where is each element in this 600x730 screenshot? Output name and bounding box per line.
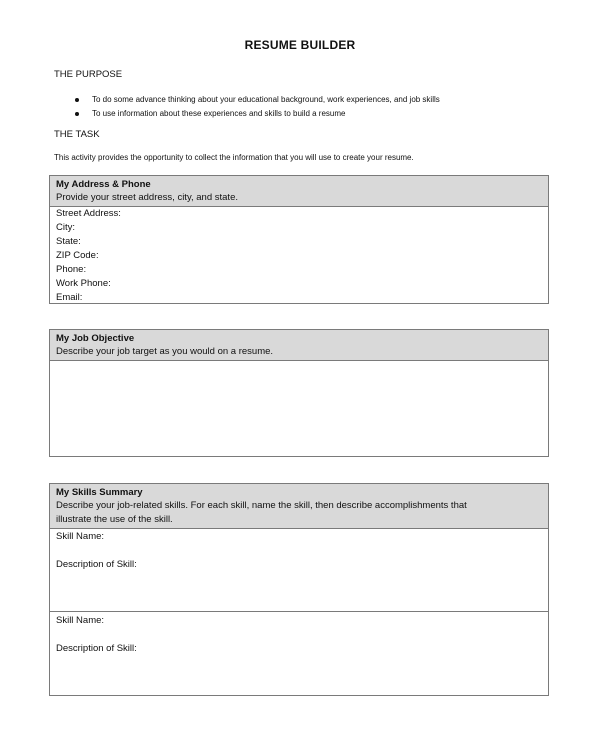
purpose-bullet-2: To use information about these experiences and skills to build a resume xyxy=(92,109,346,118)
purpose-heading: THE PURPOSE xyxy=(54,69,123,80)
work-phone-field[interactable]: Work Phone: xyxy=(56,278,111,289)
skills-section xyxy=(49,483,549,696)
skills-section-header xyxy=(50,484,548,529)
bullet-icon xyxy=(75,112,79,116)
task-heading: THE TASK xyxy=(54,129,100,140)
list-item xyxy=(54,107,440,121)
street-address-field[interactable]: Street Address: xyxy=(56,208,121,219)
purpose-bullet-1: To do some advance thinking about your educational background, work experiences, and job skills xyxy=(92,95,440,104)
objective-section-description: Describe your job target as you would on a resume. xyxy=(56,346,274,357)
skill-name-field[interactable]: Skill Name: xyxy=(56,615,105,626)
objective-section-title: My Job Objective xyxy=(56,333,135,344)
phone-field[interactable]: Phone: xyxy=(56,264,87,275)
objective-input-area[interactable] xyxy=(50,361,548,457)
purpose-list xyxy=(54,93,440,121)
address-section-header xyxy=(50,176,548,207)
address-section xyxy=(49,175,549,304)
task-intro: This activity provides the opportunity to collect the information that you will use to create your resume. xyxy=(54,153,414,162)
objective-section xyxy=(49,329,549,457)
objective-section-header xyxy=(50,330,548,361)
city-field[interactable]: City: xyxy=(56,222,75,233)
skills-section-title: My Skills Summary xyxy=(56,487,143,498)
skill-name-field[interactable]: Skill Name: xyxy=(56,531,105,542)
email-field[interactable]: Email: xyxy=(56,292,83,303)
skill-entry-2 xyxy=(50,612,548,656)
state-field[interactable]: State: xyxy=(56,236,81,247)
address-section-title: My Address & Phone xyxy=(56,179,151,190)
skills-section-description-line1: Describe your job-related skills. For each skill, name the skill, then describe accomplishments that xyxy=(56,500,467,511)
skill-description-field[interactable]: Description of Skill: xyxy=(56,643,137,654)
skill-entry-1 xyxy=(50,529,548,611)
list-item xyxy=(54,93,440,107)
zip-code-field[interactable]: ZIP Code: xyxy=(56,250,99,261)
address-section-description: Provide your street address, city, and state. xyxy=(56,192,238,203)
skill-description-field[interactable]: Description of Skill: xyxy=(56,559,137,570)
skills-section-description-line2: illustrate the use of the skill. xyxy=(56,514,173,525)
page-title: RESUME BUILDER xyxy=(244,38,356,52)
bullet-icon xyxy=(75,98,79,102)
